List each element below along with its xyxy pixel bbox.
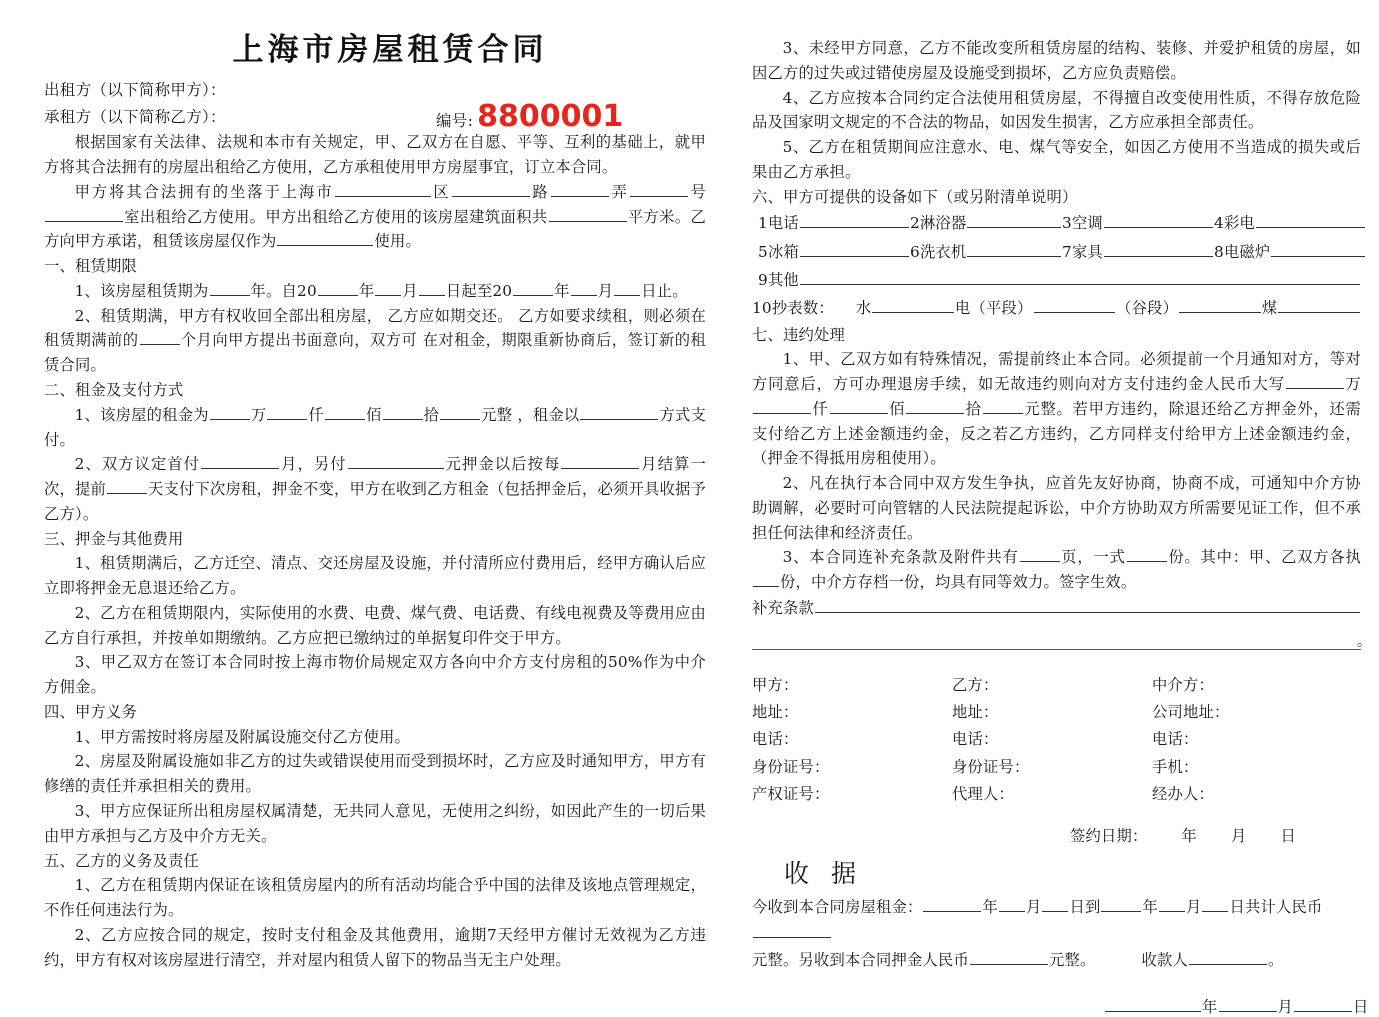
page-title: 上海市房屋租赁合同 xyxy=(232,32,548,68)
s2-i1-f: 元整 ，租金以 xyxy=(481,405,580,424)
blank-building-no[interactable] xyxy=(630,181,688,197)
section-4-heading: 四、甲方义务 xyxy=(44,702,137,721)
s7-i1-f: 元整。若甲方违约，除退还给乙方押金外，还需支付给乙方上述金额违约金，反之若乙方违约，乙方同样支付给甲方上述金额违约金，（押金不得抵用房租使用）。 xyxy=(752,399,1362,468)
equipment-1-no: 1 xyxy=(758,214,768,233)
s7-i1-e: 拾 xyxy=(965,399,982,418)
equipment-7-blank[interactable] xyxy=(1104,241,1213,257)
s7-i3-b: 页，一式 xyxy=(1060,548,1126,567)
supplementary-blank-2[interactable] xyxy=(752,629,1371,650)
preamble-p2-g: 平方米。乙方向甲方承诺，租赁该房屋仅作为 xyxy=(44,207,706,251)
blank-road[interactable] xyxy=(452,181,530,197)
s2-i2-b: 月，另付 xyxy=(280,455,347,474)
section-4-item-3: 3、甲方应保证所出租房屋权属清楚，无共同人意见，无使用之纠纷，如因此产生的一切后果由甲方承担与乙方及中介方无关。 xyxy=(44,801,706,845)
preamble-p2-b: 区 xyxy=(431,182,451,201)
equipment-5-no: 5 xyxy=(758,242,768,261)
equipment-other-blank[interactable] xyxy=(800,269,1360,285)
equipment-6-label: 洗衣机 xyxy=(919,242,967,261)
s2-i2-a: 2、双方议定首付 xyxy=(74,455,201,474)
s7-i1-c: 仟 xyxy=(812,399,829,418)
s7-i3-a: 3、本合同连补充条款及附件共有 xyxy=(782,548,1019,567)
section-5-item-3: 3、未经甲方同意，乙方不能改变所租赁房屋的结构、装修、并爱护租赁的房屋，如因乙方的过失或过错使房屋及设施受到损坏，乙方应负责赔偿。 xyxy=(752,39,1361,82)
receipt-to-year-blank[interactable] xyxy=(1101,897,1141,913)
receipt-l1-d: 日到 xyxy=(1069,898,1101,917)
s1-i1-c: 年 xyxy=(358,281,375,300)
agent-name-label: 中介方： xyxy=(1152,675,1214,694)
receipt-date-year-blank[interactable] xyxy=(1105,996,1201,1012)
section-2-heading: 二、租金及支付方式 xyxy=(44,380,184,399)
meter-gas-blank[interactable] xyxy=(1278,298,1360,314)
receipt-from-year-blank[interactable] xyxy=(923,897,981,913)
blank-start-year[interactable] xyxy=(318,280,358,296)
blank-each-copies[interactable] xyxy=(753,572,779,588)
equipment-8-blank[interactable] xyxy=(1271,241,1365,257)
sign-date-month: 月 xyxy=(1231,827,1247,846)
meter-elec-peak-label: 电（平段） xyxy=(955,299,1033,318)
supplementary-clause-line xyxy=(752,595,1361,621)
left-column xyxy=(44,14,707,969)
meter-label: 10抄表数： xyxy=(752,299,834,318)
equipment-8-label: 电磁炉 xyxy=(1223,242,1271,261)
receipt-l1-f: 月 xyxy=(1185,898,1202,917)
section-2-item-1 xyxy=(44,403,706,453)
s2-i1-b: 万 xyxy=(250,405,267,424)
equipment-5-label: 冰箱 xyxy=(767,242,799,261)
section-7-item-3 xyxy=(752,545,1361,595)
section-4-item-1: 1、甲方需按时将房屋及附属设施交付乙方使用。 xyxy=(74,727,410,746)
lessee-label: 承租方（以下简称乙方）： xyxy=(44,107,226,126)
meter-elec-valley-blank[interactable] xyxy=(1179,298,1261,314)
blank-end-year[interactable] xyxy=(513,280,553,296)
blank-usage[interactable] xyxy=(277,231,373,247)
section-7-heading: 七、违约处理 xyxy=(752,325,845,344)
preamble-p2-a: 甲方将其合法拥有的坐落于上海市 xyxy=(74,182,334,201)
equipment-5-blank[interactable] xyxy=(800,241,909,257)
s1-i1-e: 日起至20 xyxy=(445,281,513,300)
s1-i2-a: 2、租赁期满，甲方有权收回全部出租房屋， 乙方应如期交还。 乙方如要求续租，则必须在租赁期满前的 xyxy=(44,306,706,350)
signature-column-agent xyxy=(1152,672,1352,808)
equipment-other-row xyxy=(752,266,1361,294)
equipment-item-5 xyxy=(758,238,910,266)
preamble-p2-f: 室出租给乙方使用。甲方出租给乙方使用的该房屋建筑面积共 xyxy=(124,207,548,226)
blank-area[interactable] xyxy=(549,206,627,222)
receipt-date-month-label: 月 xyxy=(1277,997,1293,1016)
section-5-heading: 五、乙方的义务及责任 xyxy=(44,851,199,870)
equipment-3-no: 3 xyxy=(1062,214,1072,233)
receipt-l1-a: 今收到本合同房屋租金： xyxy=(752,898,923,917)
contract-number xyxy=(436,98,624,135)
s7-i3-d: 份，中介方存档一份，均具有同等效力。签字生效。 xyxy=(780,573,1137,592)
right-column xyxy=(752,14,1371,1016)
receipt-from-month-blank[interactable] xyxy=(999,897,1025,913)
party-b-name-label: 乙方： xyxy=(952,675,999,694)
lessee-line xyxy=(44,98,706,134)
receipt-deposit-blank[interactable] xyxy=(970,949,1048,965)
blank-deposit-amount[interactable] xyxy=(348,454,444,470)
receipt-l2-b: 元整。 xyxy=(1048,950,1096,969)
preamble-paragraph-1: 根据国家有关法律、法规和本市有关规定，甲、乙双方在自愿、平等、互利的基础上，就甲方将其合法拥有的房屋出租给乙方使用，乙方承租使用甲方房屋事宜，订立本合同。 xyxy=(44,133,706,177)
equipment-2-no: 2 xyxy=(910,214,920,233)
equipment-item-6 xyxy=(910,238,1062,266)
equipment-7-no: 7 xyxy=(1062,242,1072,261)
s2-i2-e: 天支付下次房租，押金不变，甲方在收到乙方租金（包括押金后，必须开具收据予乙方）。 xyxy=(44,480,706,523)
s7-i1-b: 万 xyxy=(1344,375,1361,394)
meter-water-label: 水 xyxy=(855,299,872,318)
equipment-other-label: 其他 xyxy=(767,270,799,289)
preamble-p2-d: 弄 xyxy=(609,182,629,201)
equipment-6-blank[interactable] xyxy=(967,241,1061,257)
s1-i1-f: 年 xyxy=(554,281,570,300)
meter-gas-label: 煤 xyxy=(1261,299,1278,318)
equipment-1-blank[interactable] xyxy=(800,213,909,229)
party-a-name-label: 甲方： xyxy=(752,675,799,694)
blank-settle-months[interactable] xyxy=(561,454,639,470)
sign-date-row xyxy=(752,824,1361,846)
blank-payment-method[interactable] xyxy=(580,404,658,420)
blank-lease-years[interactable] xyxy=(210,280,250,296)
blank-renew-months[interactable] xyxy=(140,330,180,346)
s2-i1-d: 佰 xyxy=(365,405,382,424)
section-2-item-2 xyxy=(44,452,706,526)
party-b-agent-label: 代理人： xyxy=(952,784,1014,803)
section-5-item-5: 5、乙方在租赁期间应注意水、电、煤气等安全，如因乙方使用不当造成的损失或后果由乙方承担。 xyxy=(752,138,1361,181)
equipment-row-1 xyxy=(752,209,1361,237)
s2-i1-e: 拾 xyxy=(423,405,440,424)
section-1-item-1 xyxy=(44,279,706,304)
blank-penalty-bai[interactable] xyxy=(830,398,888,414)
blank-rent-qian[interactable] xyxy=(267,404,307,420)
receipt-l2-c: 收款人 xyxy=(1141,950,1188,969)
sign-date-day: 日 xyxy=(1280,827,1296,846)
s7-i3-c: 份。其中：甲、乙双方各执 xyxy=(1167,548,1361,567)
receipt-from-day-blank[interactable] xyxy=(1042,897,1068,913)
section-4-item-2: 2、房屋及附属设施如非乙方的过失或错误使用而受到损坏时，乙方应及时通知甲方，甲方有修缮的责任并承担相关的费用。 xyxy=(44,752,706,796)
party-a-phone-label: 电话： xyxy=(752,730,799,749)
supplementary-period: 。 xyxy=(1357,633,1371,650)
party-b-id-label: 身份证号： xyxy=(952,757,1030,776)
equipment-item-4 xyxy=(1214,209,1366,237)
supplementary-blank-1[interactable] xyxy=(815,597,1360,613)
equipment-4-blank[interactable] xyxy=(1256,213,1365,229)
receipt-to-month-blank[interactable] xyxy=(1159,897,1185,913)
blank-penalty-wan[interactable] xyxy=(1286,374,1344,390)
meter-elec-valley-label: （谷段） xyxy=(1116,299,1179,318)
section-5-item-2: 2、乙方应按合同的规定，按时支付租金及其他费用，逾期7天经甲方催讨无效视为乙方违约，甲方有权对该房屋进行清空，并对屋内租赁人留下的物品当无主户处理。 xyxy=(44,925,706,969)
equipment-1-label: 电话 xyxy=(767,214,799,233)
blank-penalty-shi[interactable] xyxy=(906,398,964,414)
blank-room[interactable] xyxy=(45,206,123,222)
agent-mobile-label: 手机： xyxy=(1152,757,1199,776)
equipment-other-no: 9 xyxy=(758,270,768,289)
blank-end-month[interactable] xyxy=(571,280,597,296)
blank-penalty-yuan[interactable] xyxy=(983,398,1023,414)
meter-elec-peak-blank[interactable] xyxy=(1034,298,1116,314)
s2-i1-c: 仟 xyxy=(308,405,324,424)
equipment-item-8 xyxy=(1214,238,1366,266)
party-b-address-label: 地址： xyxy=(952,703,999,722)
receipt-l2-a: 元整。另收到本合同押金人民币 xyxy=(752,950,969,969)
signature-column-party-b xyxy=(952,672,1152,808)
equipment-item-1 xyxy=(758,209,910,237)
blank-start-day[interactable] xyxy=(419,280,445,296)
agent-address-label: 公司地址： xyxy=(1152,703,1230,722)
receipt-title: 收 据 xyxy=(784,859,863,889)
s7-i1-a: 1、甲、乙双方如有特殊情况，需提前终止本合同。必须提前一个月通知对方，等对方同意后，方可办理退房手续，如无故违约则向对方支付违约金人民币大写 xyxy=(752,350,1361,394)
section-7-item-1 xyxy=(752,347,1361,471)
section-7-item-2: 2、凡在执行本合同中双方发生争执，应首先友好协商，协商不成，可通知中介方协助调解，必要时可向管辖的人民法院提起诉讼，中介方协助双方所需要见证工作，但不承担任何法律和经济责任。 xyxy=(752,474,1361,542)
meter-reading-row xyxy=(752,294,1361,322)
receipt-l2-d: 。 xyxy=(1267,950,1284,969)
blank-end-day[interactable] xyxy=(614,280,640,296)
blank-rent-wan[interactable] xyxy=(210,404,250,420)
receipt-l1-g: 日共计人民币 xyxy=(1229,898,1323,917)
sign-date-label: 签约日期： xyxy=(1070,827,1148,846)
preamble-p2-e: 号 xyxy=(688,182,707,201)
blank-penalty-qian[interactable] xyxy=(753,398,811,414)
section-1-heading: 一、租赁期限 xyxy=(44,257,137,276)
receipt-line-2 xyxy=(752,947,1361,973)
equipment-row-2 xyxy=(752,238,1361,266)
s2-i2-d: 月结算一次，提前 xyxy=(44,455,706,499)
equipment-item-3 xyxy=(1062,209,1214,237)
receipt-payee-blank[interactable] xyxy=(1189,949,1267,965)
preamble-p2-h: 使用。 xyxy=(374,232,421,251)
section-3-item-2: 2、乙方在租赁期限内，实际使用的水费、电费、煤气费、电话费、有线电视费及等费用应由乙方自行承担，并按单如期缴纳。乙方应把已缴纳过的单据复印件交于甲方。 xyxy=(44,603,706,647)
blank-rent-bai[interactable] xyxy=(325,404,365,420)
equipment-8-no: 8 xyxy=(1214,242,1224,261)
equipment-item-2 xyxy=(910,209,1062,237)
party-a-deed-label: 产权证号： xyxy=(752,784,830,803)
preamble-paragraph-2 xyxy=(44,180,706,254)
blank-rent-shi[interactable] xyxy=(383,404,423,420)
receipt-date-month-blank[interactable] xyxy=(1219,996,1277,1012)
agent-handler-label: 经办人： xyxy=(1152,784,1214,803)
blank-total-pages[interactable] xyxy=(1020,547,1060,563)
section-3-heading: 三、押金与其他费用 xyxy=(44,529,184,548)
receipt-total-amount-blank[interactable] xyxy=(753,923,831,939)
s2-i2-c: 元押金以后按每 xyxy=(444,455,561,474)
section-5-item-4: 4、乙方应按本合同约定合法使用租赁房屋，不得擅自改变使用性质，不得存放危险品及国家明文规定的不合法的物品，如因发生损害，乙方应承担全部责任。 xyxy=(752,88,1361,132)
s2-i1-g: 方式支付。 xyxy=(44,405,707,449)
equipment-4-no: 4 xyxy=(1214,214,1224,233)
party-a-id-label: 身份证号： xyxy=(752,757,830,776)
blank-lane[interactable] xyxy=(551,181,609,197)
receipt-date-day-blank[interactable] xyxy=(1294,996,1352,1012)
s1-i1-a: 1、该房屋租赁期为 xyxy=(74,281,209,300)
receipt-line-1 xyxy=(752,894,1361,947)
agent-phone-label: 电话： xyxy=(1152,730,1199,749)
s1-i1-h: 日止。 xyxy=(641,281,688,300)
receipt-l1-e: 年 xyxy=(1142,898,1158,917)
section-3-item-3: 3、甲乙双方在签订本合同时按上海市物价局规定双方各向中介方支付房租的50%作为中介方佣金。 xyxy=(44,653,706,697)
equipment-4-label: 彩电 xyxy=(1223,214,1255,233)
section-6-heading: 六、甲方可提供的设备如下（或另附清单说明） xyxy=(752,187,1078,206)
equipment-3-label: 空调 xyxy=(1071,214,1103,233)
blank-district[interactable] xyxy=(335,181,431,197)
s1-i1-d: 月 xyxy=(402,281,418,300)
receipt-date-day-label: 日 xyxy=(1353,997,1369,1016)
supplementary-label: 补充条款 xyxy=(752,598,814,617)
equipment-2-label: 淋浴器 xyxy=(919,214,967,233)
equipment-item-7 xyxy=(1062,238,1214,266)
blank-rent-yuan[interactable] xyxy=(440,404,480,420)
contract-number-value: 8800001 xyxy=(477,98,624,134)
meter-water-blank[interactable] xyxy=(872,298,954,314)
blank-start-month[interactable] xyxy=(375,280,401,296)
blank-first-months[interactable] xyxy=(201,454,279,470)
equipment-7-label: 家具 xyxy=(1071,242,1103,261)
receipt-l1-b: 年 xyxy=(982,898,998,917)
sign-date-year: 年 xyxy=(1181,827,1197,846)
equipment-3-blank[interactable] xyxy=(1104,213,1213,229)
party-b-phone-label: 电话： xyxy=(952,730,999,749)
lessor-label: 出租方（以下简称甲方）： xyxy=(44,81,226,99)
s1-i2-b: 个月向甲方提出书面意向，双方可 在对租金，期限重新协商后，签订新的租赁合同。 xyxy=(44,331,707,375)
equipment-2-blank[interactable] xyxy=(967,213,1061,229)
equipment-6-no: 6 xyxy=(910,242,920,261)
receipt-l1-c: 月 xyxy=(1025,898,1042,917)
blank-advance-days[interactable] xyxy=(107,479,147,495)
s7-i1-d: 佰 xyxy=(888,399,906,418)
section-3-item-1: 1、租赁期满后，乙方迁空、清点、交还房屋及设施，并付清所应付费用后，经甲方确认后应立即将押金无息退还给乙方。 xyxy=(44,554,706,598)
receipt-date-year-label: 年 xyxy=(1202,997,1218,1016)
receipt-to-day-blank[interactable] xyxy=(1202,897,1228,913)
preamble-p2-c: 路 xyxy=(530,182,550,201)
signature-column-party-a xyxy=(752,672,952,808)
receipt-date-row xyxy=(752,995,1369,1017)
section-5-item-1: 1、乙方在租赁期内保证在该租赁房屋内的所有活动均能合乎中国的法律及该地点管理规定，不作任何违法行为。 xyxy=(44,876,706,920)
party-a-address-label: 地址： xyxy=(752,703,799,722)
contract-number-label: 编号: xyxy=(436,111,474,130)
signature-block xyxy=(752,672,1361,808)
blank-total-copies[interactable] xyxy=(1127,547,1167,563)
s1-i1-b: 年。自20 xyxy=(250,281,317,300)
section-1-item-2 xyxy=(44,304,706,378)
s1-i1-g: 月 xyxy=(597,281,614,300)
s2-i1-a: 1、该房屋的租金为 xyxy=(74,405,209,424)
